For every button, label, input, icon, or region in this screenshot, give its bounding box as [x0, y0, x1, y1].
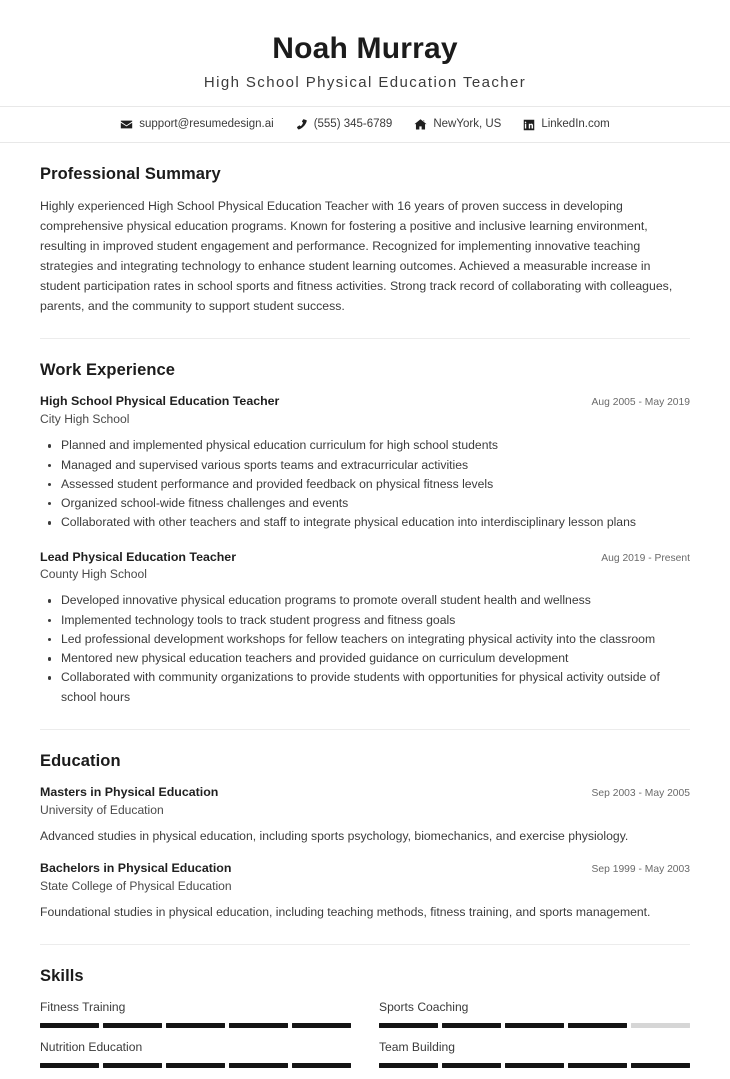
envelope-icon — [120, 118, 133, 131]
list-item: Developed innovative physical education programs to promote overall student health and wellness — [61, 591, 690, 610]
candidate-job-title: High School Physical Education Teacher — [203, 73, 527, 91]
skill-segment — [166, 1063, 225, 1068]
contact-phone-text: (555) 345-6789 — [313, 118, 393, 131]
skill-segment — [505, 1063, 564, 1068]
education-entry-school: University of Education — [40, 802, 164, 817]
education-entry-degree: Masters in Physical Education — [40, 784, 219, 799]
section-title-work: Work Experience — [40, 361, 176, 380]
education-entry-date: Sep 2003 - May 2005 — [591, 787, 690, 799]
education-entry-head — [40, 784, 690, 801]
list-item: Collaborated with other teachers and staff to integrate physical education into interdisciplinary lesson plans — [61, 513, 690, 532]
skill-item — [379, 999, 690, 1039]
skill-segment — [568, 1063, 627, 1068]
linkedin-icon — [523, 119, 535, 131]
skill-item — [379, 1039, 690, 1079]
work-entry-role: High School Physical Education Teacher — [40, 394, 280, 409]
work-entry-bullets — [40, 436, 690, 532]
skill-segment — [379, 1063, 438, 1068]
skill-segment — [103, 1063, 162, 1068]
section-skills — [0, 967, 730, 1079]
list-item: Organized school-wide fitness challenges and events — [61, 494, 690, 513]
divider-before-work — [40, 338, 690, 339]
skill-name: Team Building — [379, 1040, 455, 1055]
work-entry — [40, 393, 690, 532]
education-entry-degree: Bachelors in Physical Education — [40, 861, 232, 876]
home-icon — [414, 118, 427, 131]
skill-segment — [292, 1063, 351, 1068]
education-entry — [40, 860, 690, 922]
skill-rating-bar — [379, 1063, 690, 1068]
work-entry-org: County High School — [40, 567, 147, 582]
list-item: Assessed student performance and provided feedback on physical fitness levels — [61, 475, 690, 494]
summary-text: Highly experienced High School Physical Education Teacher with 16 years of proven success in developing comprehensive physical education programs. Known for fostering a positive and inclusive learning environment, resulting in improved student engagement and performance. Recognized for implementing innovative teaching strategies and integrating technology to enhance student learning outcomes. Achieved a measurable increase in student participation rates in school sports and fitness activities. Strong track record of collaborating with colleagues, parents, and the community to support student success. — [40, 199, 673, 313]
skill-segment — [442, 1063, 501, 1068]
skill-name: Sports Coaching — [379, 1000, 469, 1015]
divider-before-education — [40, 729, 690, 730]
skill-segment — [631, 1063, 690, 1068]
work-entry-date: Aug 2019 - Present — [601, 552, 690, 564]
section-education — [0, 752, 730, 944]
education-entry — [40, 784, 690, 846]
education-entry-date: Sep 1999 - May 2003 — [591, 864, 690, 876]
resume-header — [0, 0, 730, 106]
section-title-education: Education — [40, 751, 121, 770]
list-item: Mentored new physical education teachers and provided guidance on curriculum development — [61, 649, 690, 668]
work-entry-head — [40, 393, 690, 410]
skill-item — [40, 999, 351, 1039]
contact-email-text: support@resumedesign.ai — [139, 118, 274, 131]
contact-email[interactable] — [120, 118, 273, 131]
education-entry-description: Foundational studies in physical education, including teaching methods, fitness training, and sports management. — [40, 904, 651, 919]
education-entries — [40, 784, 690, 944]
education-entry-description: Advanced studies in physical education, including sports psychology, biomechanics, and exercise physiology. — [40, 828, 629, 843]
education-entry-head — [40, 860, 690, 877]
work-entry — [40, 549, 690, 707]
skill-name: Fitness Training — [40, 1000, 126, 1015]
contact-bar — [0, 106, 730, 143]
work-entry-date: Aug 2005 - May 2019 — [591, 397, 690, 409]
contact-linkedin[interactable] — [523, 119, 609, 131]
section-work-experience — [0, 361, 730, 729]
skill-segment — [40, 1063, 99, 1068]
skill-name: Nutrition Education — [40, 1040, 143, 1055]
skill-segment — [229, 1063, 288, 1068]
section-title-skills: Skills — [40, 967, 84, 986]
contact-phone[interactable] — [296, 118, 393, 131]
list-item: Implemented technology tools to track student progress and fitness goals — [61, 611, 690, 630]
contact-linkedin-text: LinkedIn.com — [541, 118, 610, 131]
divider-before-skills — [40, 944, 690, 945]
contact-location-text: NewYork, US — [433, 118, 502, 131]
list-item: Collaborated with community organizations to provide students with opportunities for physical activity outside of school hours — [61, 668, 690, 707]
skill-item — [40, 1039, 351, 1079]
work-entries — [40, 393, 690, 729]
skill-rating-bar — [40, 1063, 351, 1068]
section-title-summary: Professional Summary — [40, 165, 221, 183]
contact-location[interactable] — [414, 118, 501, 131]
skills-grid — [40, 999, 690, 1079]
list-item: Planned and implemented physical education curriculum for high school students — [61, 436, 690, 455]
phone-icon — [296, 118, 308, 131]
list-item: Led professional development workshops for fellow teachers on integrating physical activity into the classroom — [61, 630, 690, 649]
section-professional-summary — [0, 165, 730, 316]
work-entry-head — [40, 549, 690, 566]
candidate-name: Noah Murray — [272, 32, 458, 65]
work-entry-bullets — [40, 591, 690, 707]
list-item: Managed and supervised various sports teams and extracurricular activities — [61, 456, 690, 475]
education-entry-school: State College of Physical Education — [40, 878, 232, 893]
work-entry-org: City High School — [40, 412, 130, 427]
work-entry-role: Lead Physical Education Teacher — [40, 549, 237, 564]
